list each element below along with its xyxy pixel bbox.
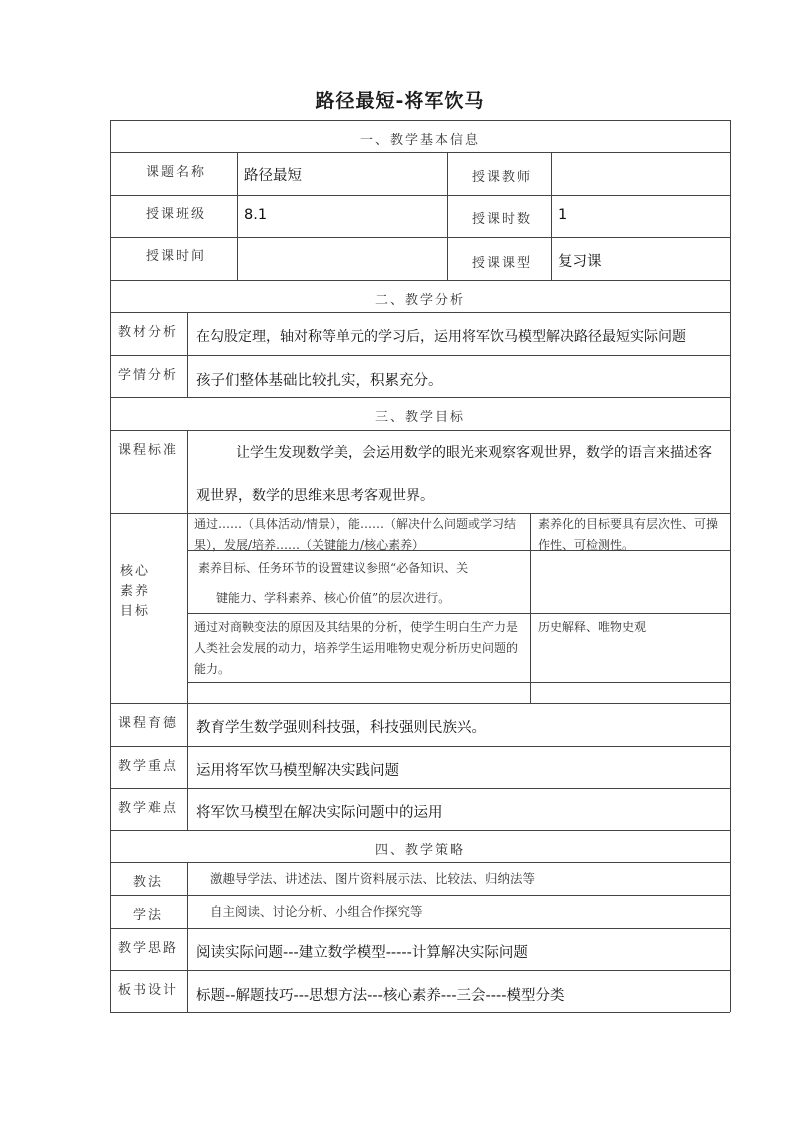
- class-value: 8.1: [244, 207, 268, 223]
- topic-value: 路径最短: [244, 168, 302, 184]
- moral-value: 教育学生数学强则科技强，科技强则民族兴。: [196, 720, 486, 736]
- section-strategy: 四、教学策略: [374, 843, 465, 858]
- type-value: 复习课: [558, 254, 602, 270]
- core-goal-example-literacy: 历史解释、唯物史观: [538, 620, 647, 634]
- board-design-value: 标题--解题技巧---思想方法---核心素养---三会----模型分类: [196, 988, 565, 1004]
- learning-method-label: 学法: [133, 908, 164, 923]
- teaching-method-value: 激趣导学法、讲述法、图片资料展示法、比较法、归纳法等: [210, 871, 536, 886]
- core-goal-example: 通过对商鞅变法的原因及其结果的分析，使学生明白生产力是人类社会发展的动力，培养学生运用唯物史观分析历史问题的能力。: [194, 620, 519, 676]
- key-point-value: 运用将军饮马模型解决实践问题: [196, 763, 399, 779]
- class-label: 授课班级: [146, 207, 207, 222]
- time-label: 授课时间: [146, 249, 207, 264]
- moral-label: 课程育德: [118, 716, 179, 731]
- standard-line-2: 观世界，数学的思维来思考客观世界。: [196, 488, 434, 504]
- core-goal-suggestion-2: 键能力、学科素养、核心价值”的层次进行。: [216, 591, 451, 605]
- learning-method-value: 自主阅读、讨论分析、小组合作探究等: [210, 904, 423, 919]
- core-goal-template: 通过……（具体活动/情景），能……（解决什么问题或学习结果），发展/培养……（关键能力/核心素养）: [194, 517, 517, 552]
- key-point-label: 教学重点: [118, 759, 179, 774]
- hours-value: 1: [558, 207, 568, 223]
- hours-label: 授课时数: [472, 212, 533, 227]
- type-label: 授课课型: [472, 256, 533, 271]
- difficulty-label: 教学难点: [118, 801, 179, 816]
- student-value: 孩子们整体基础比较扎实，积累充分。: [196, 373, 443, 389]
- teaching-idea-value: 阅读实际问题---建立数学模型-----计算解决实际问题: [196, 945, 528, 961]
- material-label: 教材分析: [118, 325, 179, 340]
- section-analysis: 二、教学分析: [374, 293, 465, 308]
- core-label-1: 核心: [120, 564, 151, 579]
- teacher-label: 授课教师: [472, 170, 533, 185]
- topic-label: 课题名称: [146, 165, 207, 180]
- teaching-idea-label: 教学思路: [118, 941, 179, 956]
- standard-label: 课程标准: [118, 443, 179, 458]
- section-basic-info: 一、教学基本信息: [359, 133, 480, 148]
- core-goal-suggestion-1: 素养目标、任务环节的设置建议参照“必备知识、关: [198, 561, 469, 575]
- core-goal-criteria: 素养化的目标要具有层次性、可操作性、可检测性。: [538, 517, 719, 552]
- core-label-2: 素养: [120, 584, 151, 599]
- page-title: 路径最短-将军饮马: [315, 90, 485, 112]
- material-value: 在勾股定理，轴对称等单元的学习后，运用将军饮马模型解决路径最短实际问题: [196, 329, 686, 345]
- core-label-3: 目标: [120, 604, 151, 619]
- board-design-label: 板书设计: [118, 983, 179, 998]
- difficulty-value: 将军饮马模型在解决实际问题中的运用: [196, 805, 443, 821]
- teaching-method-label: 教法: [133, 875, 164, 890]
- section-goals: 三、教学目标: [374, 410, 465, 425]
- standard-line-1: 让学生发现数学美，会运用数学的眼光来观察客观世界，数学的语言来描述客: [236, 445, 712, 461]
- student-label: 学情分析: [118, 368, 179, 383]
